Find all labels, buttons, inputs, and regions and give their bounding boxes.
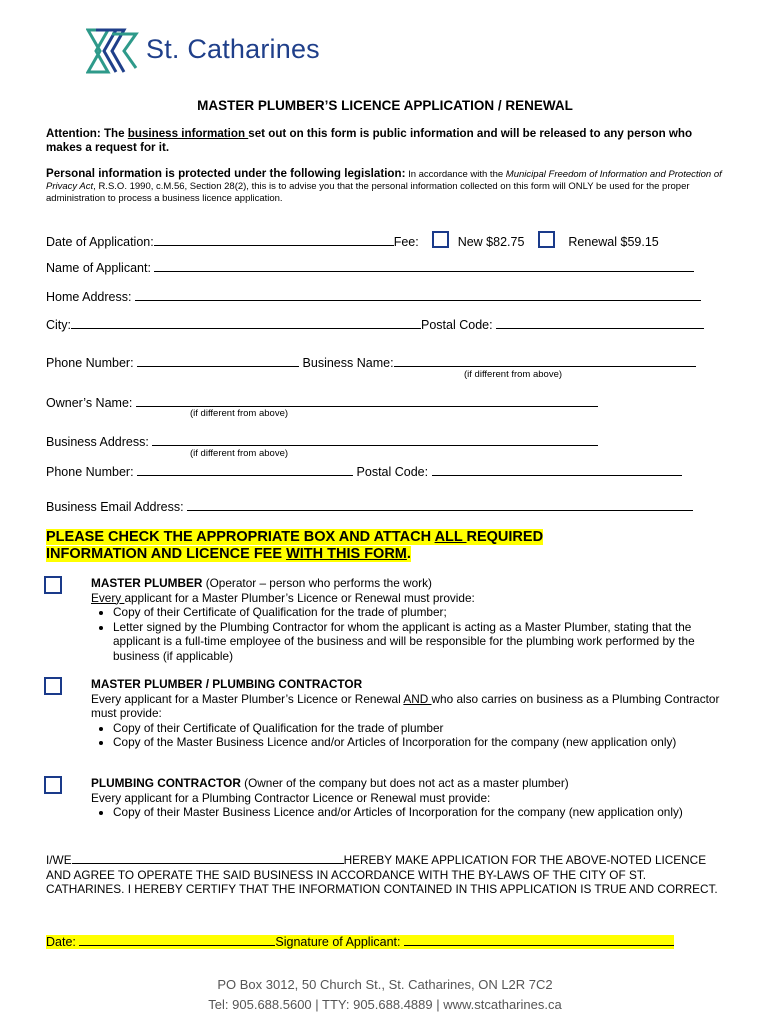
phone-postal-row: [46, 463, 682, 479]
home-address-field[interactable]: [135, 288, 701, 301]
postal-code-label: Postal Code:: [421, 318, 493, 332]
declaration-we: I/WE: [46, 853, 72, 867]
business-address-label: Business Address:: [46, 435, 149, 449]
signature-field[interactable]: [404, 933, 674, 946]
business-address-field[interactable]: [152, 433, 598, 446]
phone-number-field[interactable]: [137, 354, 299, 367]
plumbing-contractor-checkbox[interactable]: [44, 776, 62, 794]
list-item: • Copy of the Master Business Licence and/or Articles of Incorporation for the company (new application only): [113, 735, 731, 750]
business-phone-field[interactable]: [137, 463, 353, 476]
business-name-hint: (if different from above): [464, 369, 563, 380]
owners-name-field[interactable]: [136, 394, 598, 407]
list-item: • Letter signed by the Plumbing Contractor for whom the applicant is acting as a Master Plumber, stating that the applicant is a full-time employee of the business and will be responsible for the plumbing work performed by the business (if applicable): [113, 620, 731, 664]
section-master-plumber: MASTER PLUMBER (Operator – person who performs the work) Every applicant for a Master Plumber’s Licence or Renewal must provide: • Copy of their Certificate of Qualification for the trade of plumber; • Letter signed by the Plumbing Contractor for whom the applicant is acting as a Master Plumber, stating that the applicant is a full-time employee of the business and will be responsible for the plumbing work performed by the business (if applicable): [91, 576, 731, 663]
date-label: Date:: [46, 935, 76, 949]
section-plumbing-contractor: PLUMBING CONTRACTOR (Owner of the company but does not act as a master plumber) Every applicant for a Plumbing Contractor Licence or Renewal must provide: • Copy of their Master Business Licence and/or Articles of Incorporation for the company (new application only): [91, 776, 731, 820]
privacy-notice: Personal information is protected under the following legislation: In accordance with the Municipal Freedom of Information and Protection of Privacy Act, R.S.O. 1990, c.M.56, Section 28(2), this is to advise you that the personal information collected on this form will ONLY be used for the proper administration to process a business licence application.: [46, 167, 722, 204]
date-fee-row: [46, 231, 659, 249]
business-postal-code-field[interactable]: [432, 463, 682, 476]
date-of-application-field[interactable]: [154, 233, 394, 246]
fee-renewal-label: Renewal $59.15: [568, 235, 659, 249]
business-address-row: [46, 433, 598, 449]
business-postal-code-label: Postal Code:: [356, 465, 429, 479]
name-of-applicant-label: Name of Applicant:: [46, 261, 151, 275]
business-address-hint: (if different from above): [190, 448, 289, 459]
master-plumber-contractor-checkbox[interactable]: [44, 677, 62, 695]
home-address-row: [46, 288, 701, 304]
business-email-label: Business Email Address:: [46, 500, 184, 514]
owners-name-hint: (if different from above): [190, 408, 289, 419]
list-item: • Copy of their Master Business Licence and/or Articles of Incorporation for the company (new application only): [113, 805, 731, 820]
list-item: • Copy of their Certificate of Qualification for the trade of plumber;: [113, 605, 731, 620]
business-email-field[interactable]: [187, 498, 693, 511]
owner-row: [46, 394, 598, 410]
attach-notice: PLEASE CHECK THE APPROPRIATE BOX AND ATTACH ALL REQUIRED INFORMATION AND LICENCE FEE WITH THIS FORM.: [46, 529, 544, 562]
fee-label: Fee:: [393, 235, 419, 249]
list-item: • Copy of their Certificate of Qualification for the trade of plumber: [113, 721, 731, 736]
declaration: [46, 851, 726, 897]
logo-chevron-icon: [86, 26, 142, 76]
phone-business-row: [46, 354, 696, 370]
fee-new-label: New $82.75: [457, 235, 525, 249]
fee-renewal-checkbox[interactable]: [538, 231, 555, 248]
city-logo: [86, 26, 346, 78]
owners-name-label: Owner’s Name:: [46, 396, 133, 410]
phone-number-label: Phone Number:: [46, 356, 134, 370]
attention-notice: Attention: The business information set out on this form is public information and will be released to any person who makes a request for it.: [46, 127, 693, 154]
home-address-label: Home Address:: [46, 290, 132, 304]
business-phone-label: Phone Number:: [46, 465, 134, 479]
name-of-applicant-field[interactable]: [154, 259, 694, 272]
master-plumber-checkbox[interactable]: [44, 576, 62, 594]
city-field[interactable]: [71, 316, 421, 329]
footer-contact: Tel: 905.688.5600 | TTY: 905.688.4889 | www.stcatharines.ca: [208, 997, 562, 1012]
logo-text: St. Catharines: [146, 34, 320, 64]
name-row: [46, 259, 694, 275]
email-row: [46, 498, 693, 514]
city-row: [46, 316, 704, 332]
business-name-label: Business Name:: [302, 356, 394, 370]
postal-code-field[interactable]: [496, 316, 704, 329]
declarant-name-field[interactable]: [72, 851, 344, 864]
signature-row: [46, 933, 674, 949]
declaration-text: HEREBY MAKE APPLICATION FOR THE ABOVE-NOTED LICENCE AND AGREE TO OPERATE THE SAID BUSINESS IN ACCORDANCE WITH THE BY-LAWS OF THE CITY OF ST. CATHARINES. I HEREBY CERTIFY THAT THE INFORMATION CONTAINED IN THIS APPLICATION IS TRUE AND CORRECT.: [46, 853, 718, 896]
signature-label: Signature of Applicant:: [275, 935, 401, 949]
section-master-plumber-contractor: MASTER PLUMBER / PLUMBING CONTRACTOR Every applicant for a Master Plumber’s Licence or Renewal AND who also carries on business as a Plumbing Contractor must provide: • Copy of their Certificate of Qualification for the trade of plumber • Copy of the Master Business Licence and/or Articles of Incorporation for the company (new application only): [91, 677, 731, 750]
date-field[interactable]: [79, 933, 275, 946]
date-of-application-label: Date of Application:: [46, 235, 154, 249]
form-title: MASTER PLUMBER’S LICENCE APPLICATION / RENEWAL: [197, 98, 573, 113]
fee-new-checkbox[interactable]: [432, 231, 449, 248]
footer-address: PO Box 3012, 50 Church St., St. Catharines, ON L2R 7C2: [217, 977, 553, 992]
city-label: City:: [46, 318, 71, 332]
business-name-field[interactable]: [394, 354, 696, 367]
